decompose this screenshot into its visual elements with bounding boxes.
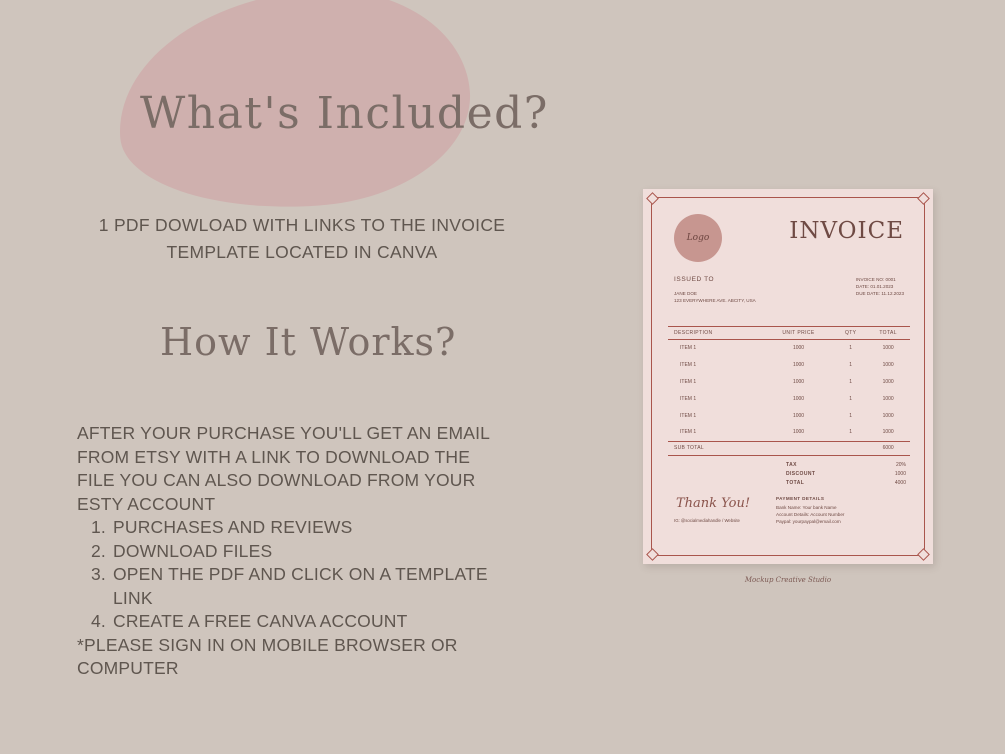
- cell-description: ITEM 1: [680, 378, 697, 385]
- cell-qty: 1: [849, 362, 853, 369]
- payment-paypal: Paypal: yourpaypal@email.com: [776, 519, 841, 524]
- sign-in-note: *PLEASE SIGN IN ON MOBILE BROWSER OR COMPUTER: [77, 634, 458, 678]
- cell-total: 1000: [882, 395, 894, 402]
- logo-placeholder: Logo: [674, 214, 722, 262]
- cell-description: ITEM 1: [680, 395, 697, 402]
- tax-value: 20%: [895, 461, 906, 468]
- table-row: [668, 390, 910, 407]
- invoice-due-date: DUE DATE: 11.12.2023: [855, 291, 904, 296]
- payment-bank-name: Bank Name: Your bank Name: [776, 505, 837, 510]
- corner-diamond-icon: [646, 192, 659, 205]
- cell-unit-price: 1000: [792, 362, 805, 369]
- invoice-border-frame: [651, 197, 925, 556]
- cell-description: ITEM 1: [680, 345, 697, 352]
- column-header-qty: QTY: [835, 327, 866, 340]
- list-item: 3. OPEN THE PDF AND CLICK ON A TEMPLATE LINK: [111, 563, 507, 610]
- social-handle: IG: @socialmediahandle / Website: [674, 518, 740, 523]
- invoice-meta: [856, 276, 904, 297]
- corner-diamond-icon: [917, 548, 930, 561]
- invoice-title: INVOICE: [789, 218, 904, 244]
- subtotal-label: SUB TOTAL: [668, 441, 762, 455]
- included-description: 1 PDF DOWLOAD WITH LINKS TO THE INVOICE TEMPLATE LOCATED IN CANVA: [98, 215, 506, 262]
- discount-label: DISCOUNT: [786, 470, 816, 477]
- payment-details-title: PAYMENT DETAILS: [776, 496, 825, 501]
- cell-qty: 1: [849, 378, 853, 385]
- table-header-row: [668, 327, 910, 340]
- how-it-works-paragraph: AFTER YOUR PURCHASE YOU'LL GET AN EMAIL FROM ETSY WITH A LINK TO DOWNLOAD THE FILE YOU CAN ALSO DOWNLOAD FROM YOUR ESTY ACCOUNT: [77, 423, 490, 514]
- invoice-number: INVOICE NO: 0001: [855, 277, 896, 282]
- invoice-date: DATE: 01.01.2023: [855, 284, 894, 289]
- invoice-items-table: [668, 326, 910, 456]
- table-subtotal-row: [668, 441, 910, 455]
- cell-total: 1000: [882, 362, 894, 369]
- list-item: 2. DOWNLOAD FILES: [111, 540, 507, 564]
- tax-label: TAX: [786, 461, 797, 468]
- column-header-description: DESCRIPTION: [668, 327, 762, 340]
- corner-diamond-icon: [917, 192, 930, 205]
- list-item: 4. CREATE A FREE CANVA ACCOUNT: [111, 610, 507, 634]
- page-title-whats-included: What's Included?: [140, 88, 549, 139]
- total-row-tax: [786, 460, 906, 469]
- steps-list: [77, 516, 507, 634]
- table-row: [668, 407, 910, 424]
- payment-details: [776, 495, 906, 525]
- table-row: [668, 357, 910, 374]
- payment-account-details: Account Details: Account Number: [776, 512, 845, 517]
- subtotal-spacer-2: [835, 441, 866, 455]
- cell-total: 1000: [882, 345, 894, 352]
- studio-signature: Mockup Creative Studio: [744, 576, 832, 584]
- cell-description: ITEM 1: [680, 362, 697, 369]
- total-row-total: [786, 478, 906, 487]
- table-row: [668, 374, 910, 391]
- invoice-totals: [786, 460, 906, 488]
- subtotal-spacer: [762, 441, 835, 455]
- cell-qty: 1: [849, 345, 853, 352]
- how-it-works-block: [77, 422, 507, 681]
- column-header-total: TOTAL: [866, 327, 910, 340]
- cell-total: 1000: [882, 429, 894, 436]
- subtotal-value: 6000: [866, 441, 910, 455]
- corner-diamond-icon: [646, 548, 659, 561]
- cell-total: 1000: [882, 378, 894, 385]
- cell-unit-price: 1000: [792, 378, 805, 385]
- issued-to-name: JANE DOE: [674, 291, 697, 296]
- cell-unit-price: 1000: [792, 412, 805, 419]
- cell-qty: 1: [849, 412, 853, 419]
- cell-unit-price: 1000: [792, 429, 805, 436]
- cell-qty: 1: [849, 395, 853, 402]
- cell-total: 1000: [882, 412, 894, 419]
- cell-unit-price: 1000: [792, 345, 805, 352]
- total-row-discount: [786, 469, 906, 478]
- discount-value: 1000: [894, 470, 906, 477]
- table-row: [668, 424, 910, 441]
- cell-description: ITEM 1: [680, 412, 697, 419]
- column-header-unit-price: UNIT PRICE: [762, 327, 835, 340]
- section-title-how-it-works: How It Works?: [160, 320, 457, 364]
- thank-you-text: Thank You!: [676, 496, 751, 511]
- issued-to-address: [674, 290, 756, 304]
- cell-description: ITEM 1: [680, 429, 697, 436]
- issued-to-label: ISSUED TO: [674, 276, 715, 283]
- cell-qty: 1: [849, 429, 853, 436]
- cell-unit-price: 1000: [792, 395, 805, 402]
- list-item: 1. PURCHASES AND REVIEWS: [111, 516, 507, 540]
- table-row: [668, 340, 910, 357]
- total-label: TOTAL: [786, 479, 805, 486]
- total-value: 4000: [894, 479, 906, 486]
- invoice-preview-card: [643, 189, 933, 584]
- issued-to-street: 123 EVERYWHERE AVE. ABCITY, USA: [674, 298, 756, 303]
